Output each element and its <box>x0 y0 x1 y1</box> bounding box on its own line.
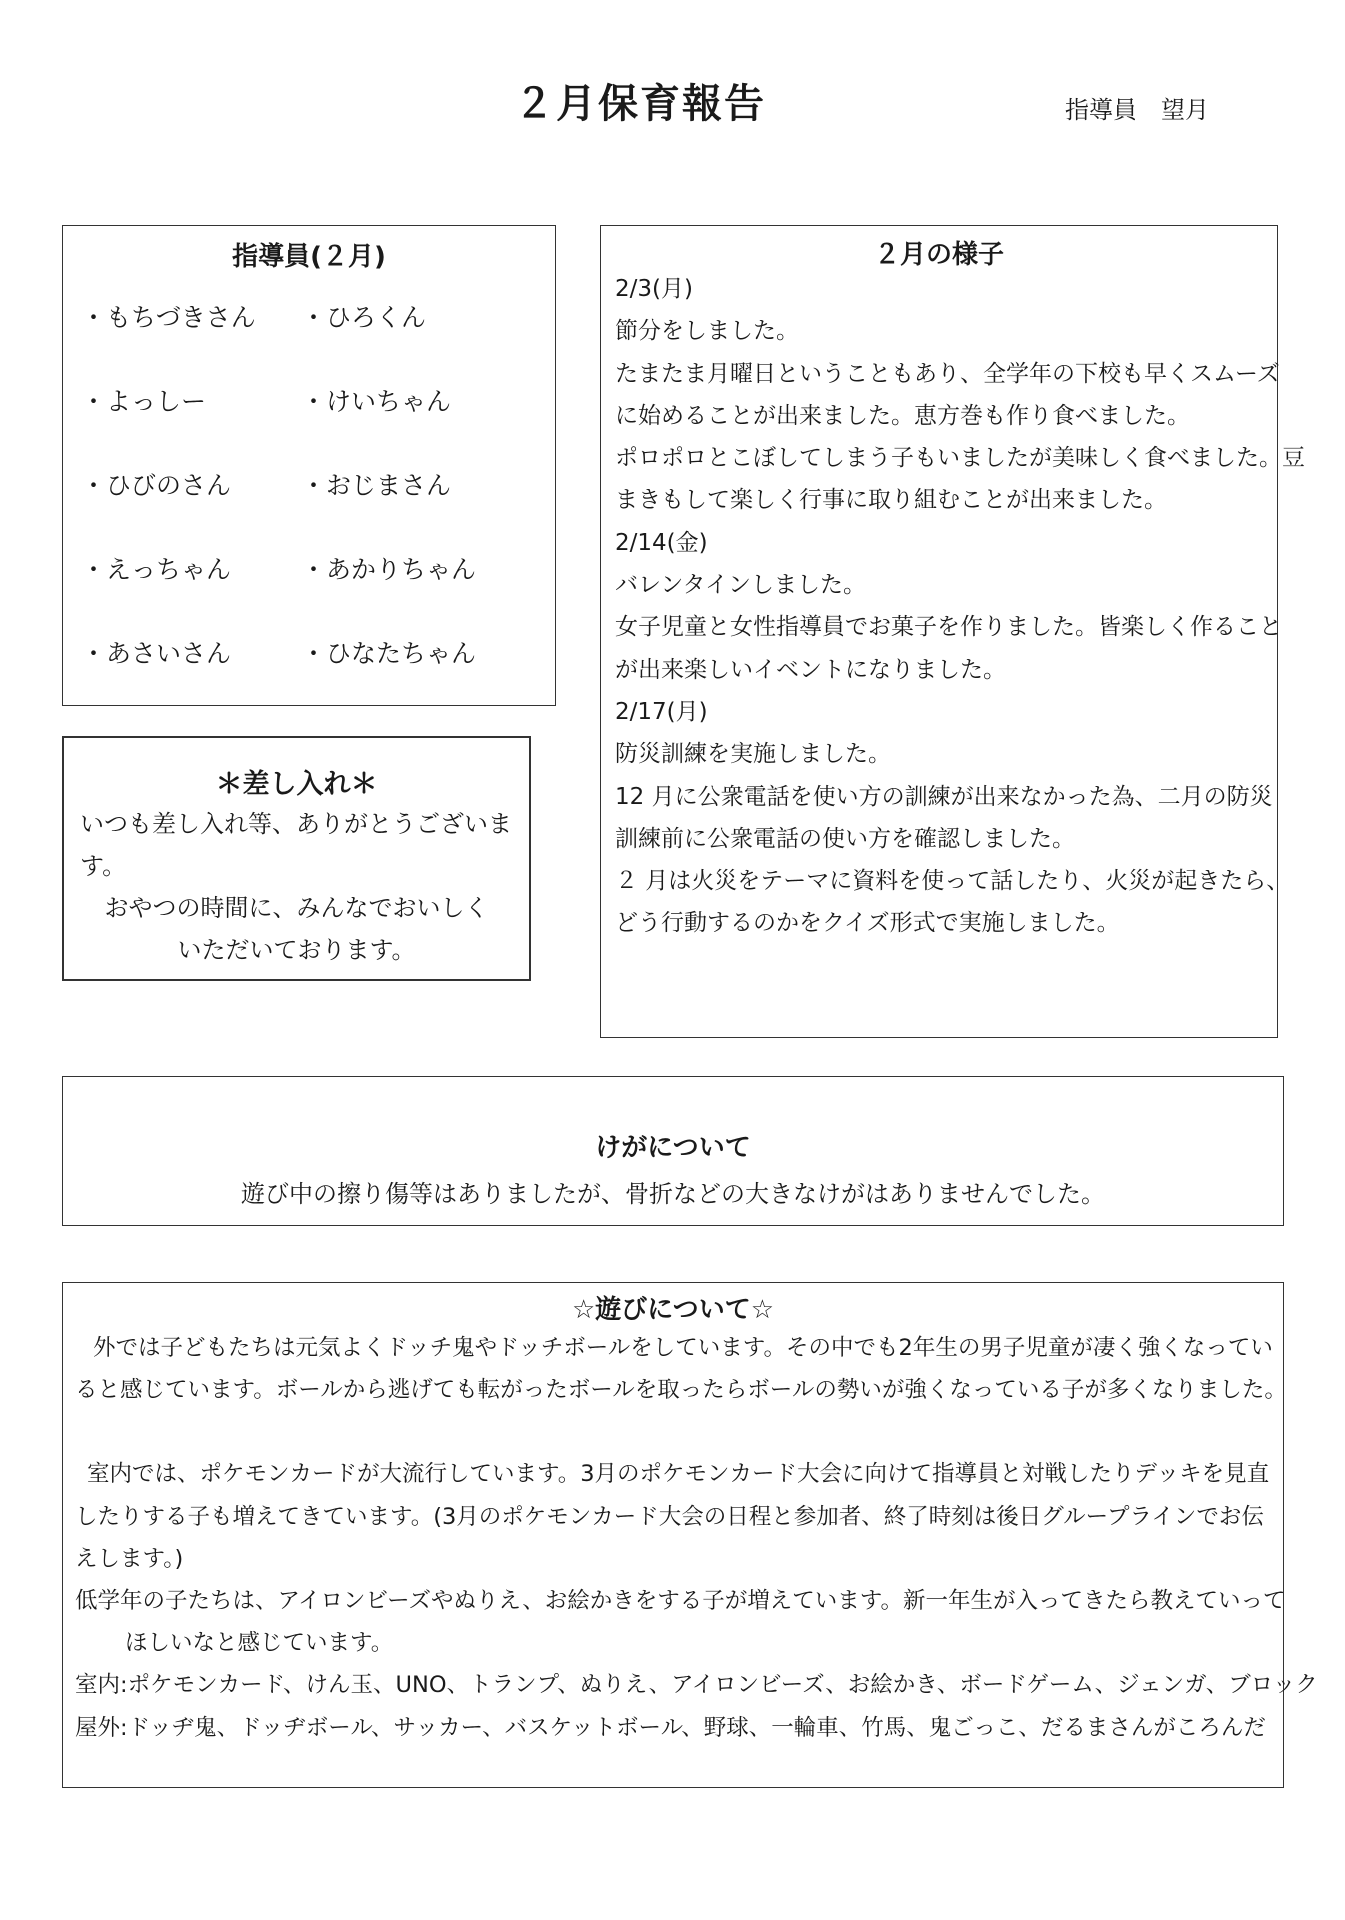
play-line: したりする子も増えてきています。(3月のポケモンカード大会の日程と参加者、終了時刻は後日グループラインでお伝 <box>75 1503 1264 1530</box>
staff-name: ・もちづきさん <box>81 303 256 332</box>
staff-name: ・ひなたちゃん <box>301 639 477 668</box>
play-outdoor-list: 屋外:ドッヂ鬼、ドッヂボール、サッカー、バスケットボール、野球、一輪車、竹馬、鬼ごっこ、だるまさんがころんだ <box>75 1714 1266 1741</box>
play-text <box>75 1327 1318 1749</box>
staff-name: ・けいちゃん <box>301 387 452 416</box>
gift-line: す。 <box>80 852 127 880</box>
author-label: 指導員 望月 <box>1065 96 1209 124</box>
play-heading: ☆遊びについて☆ <box>571 1295 775 1325</box>
play-line: 低学年の子たちは、アイロンビーズやぬりえ、お絵かきをする子が増えています。新一年生が入ってきたら教えていって <box>75 1588 1286 1615</box>
play-indoor-list: 室内:ポケモンカード、けん玉、UNO、トランプ、ぬりえ、アイロンビーズ、お絵かき、ボードゲーム、ジェンガ、ブロック <box>75 1672 1318 1699</box>
staff-name: ・えっちゃん <box>81 555 232 584</box>
monthly-date: 2/14(金) <box>615 529 708 556</box>
monthly-line: ２ 月は火災をテーマに資料を使って話したり、火災が起きたら、 <box>615 868 1290 895</box>
staff-box <box>62 225 556 706</box>
play-blank-line <box>75 1411 1275 1453</box>
staff-name: ・ひびのさん <box>81 471 232 500</box>
staff-name: ・あさいさん <box>81 639 232 668</box>
play-line: 外では子どもたちは元気よくドッチ鬼やドッチボールをしています。その中でも2年生の男子児童が凄く強くなってい <box>93 1335 1273 1361</box>
play-line: ほしいなと感じています。 <box>125 1630 394 1657</box>
page-title: ２月保育報告 <box>514 81 766 127</box>
gift-line: いただいております。 <box>177 936 416 964</box>
monthly-line: たまたま月曜日ということもあり、全学年の下校も早くスムーズ <box>615 360 1280 387</box>
monthly-heading: ２月の様子 <box>873 240 1004 270</box>
staff-name: ・ひろくん <box>301 303 427 332</box>
monthly-line: 防災訓練を実施しました。 <box>615 741 891 768</box>
monthly-line: 12 月に公衆電話を使い方の訓練が出来なかった為、二月の防災 <box>615 783 1273 810</box>
monthly-line: 訓練前に公衆電話の使い方を確認しました。 <box>615 825 1075 852</box>
staff-name: ・あかりちゃん <box>301 555 477 584</box>
monthly-date: 2/3(月) <box>615 276 693 302</box>
play-line: ると感じています。ボールから逃げても転がったボールを取ったらボールの勢いが強くなっている子が多くなりました。 <box>75 1377 1287 1404</box>
gift-heading: ＊差し入れ＊ <box>215 769 378 800</box>
gift-box <box>62 736 531 981</box>
gift-line: いつも差し入れ等、ありがとうございま <box>80 810 512 838</box>
monthly-line: が出来楽しいイベントになりました。 <box>615 656 1006 683</box>
monthly-line: まきもして楽しく行事に取り組むことが出来ました。 <box>615 487 1167 514</box>
monthly-line: バレンタインしました。 <box>615 572 867 599</box>
gift-text <box>64 803 529 971</box>
play-box <box>62 1282 1318 1788</box>
monthly-line: どう行動するのかをクイズ形式で実施しました。 <box>615 910 1120 937</box>
monthly-date: 2/17(月) <box>615 698 708 725</box>
staff-name: ・よっしー <box>81 387 207 416</box>
monthly-line: ポロポロとこぼしてしまう子もいましたが美味しく食べました。豆 <box>615 445 1305 472</box>
play-line: えします。) <box>75 1545 184 1572</box>
monthly-text <box>615 268 1305 945</box>
play-line: 室内では、ポケモンカードが大流行しています。3月のポケモンカード大会に向けて指導員と対戦したりデッキを見直 <box>87 1461 1270 1488</box>
staff-heading: 指導員(２月) <box>232 242 386 272</box>
injury-text: 遊び中の擦り傷等はありましたが、骨折などの大きなけがはありませんでした。 <box>241 1180 1105 1208</box>
monthly-line: に始めることが出来ました。恵方巻も作り食べました。 <box>615 402 1190 429</box>
gift-line: おやつの時間に、みんなでおいしく <box>104 894 489 922</box>
injury-heading: けがについて <box>595 1133 751 1163</box>
staff-name: ・おじまさん <box>301 471 452 500</box>
monthly-line: 女子児童と女性指導員でお菓子を作りました。皆楽しく作ること <box>615 614 1282 641</box>
monthly-box <box>600 225 1305 1038</box>
staff-list <box>81 303 541 726</box>
monthly-line: 節分をしました。 <box>615 318 799 345</box>
injury-box <box>62 1076 1284 1226</box>
